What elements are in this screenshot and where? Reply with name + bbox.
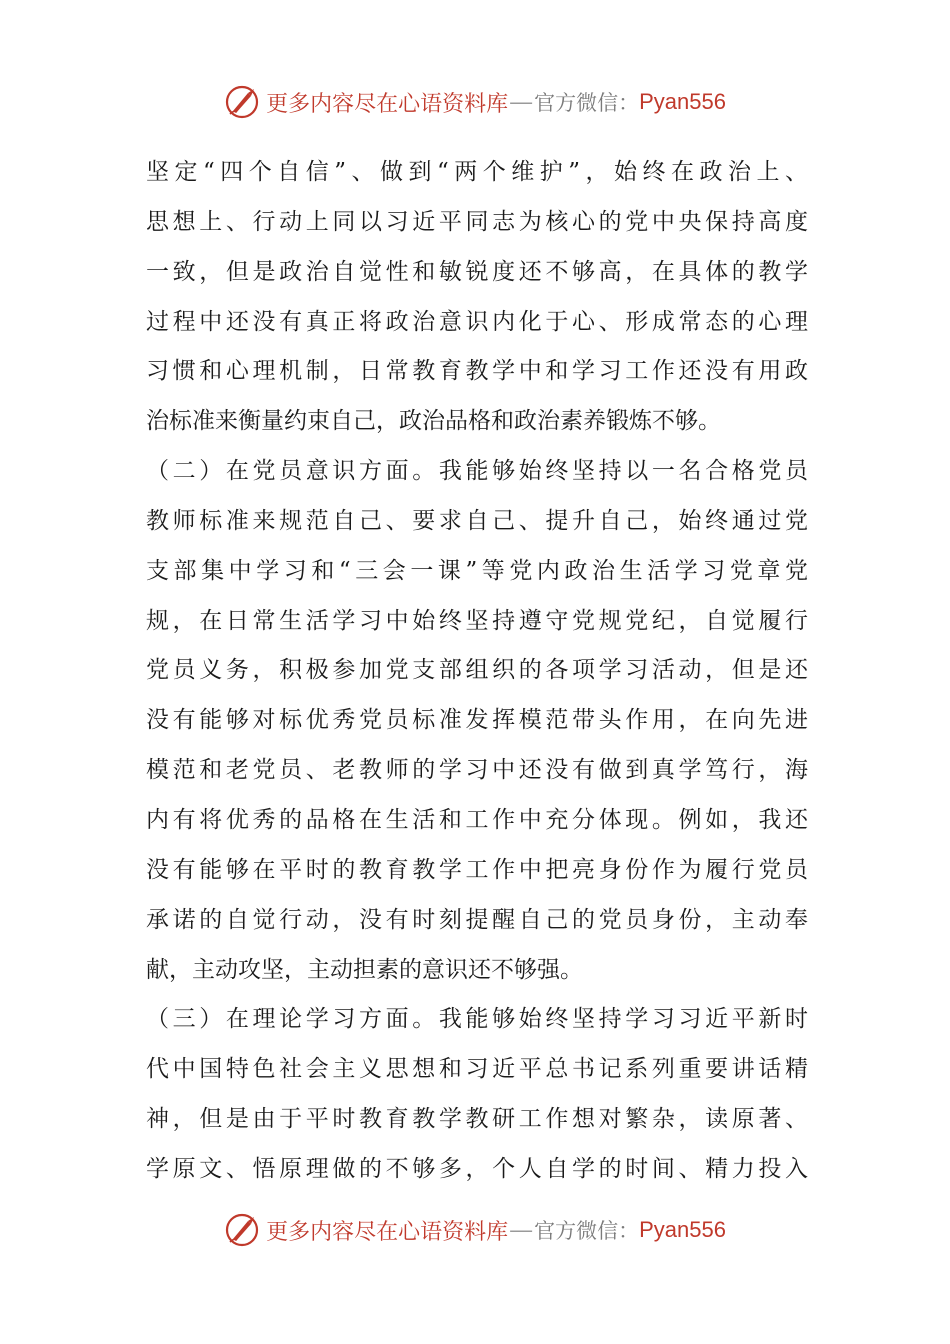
text-line: 思想上、行动上同以习近平同志为核心的党中央保持高度 [146, 208, 808, 235]
footer-banner [0, 1208, 950, 1252]
text-line: 党员义务，积极参加党支部组织的各项学习活动，但是还 [146, 657, 808, 684]
text-line: 规，在日常生活学习中始终坚持遵守党规党纪，自觉履行 [146, 607, 808, 634]
header-separator: — [510, 89, 533, 114]
text-line: 没有能够对标优秀党员标准发挥模范带头作用，在向先进 [146, 707, 808, 734]
text-line: （三）在理论学习方面。我能够始终坚持学习习近平新时 [146, 1006, 808, 1033]
header-wechat-id: Pyan556 [639, 89, 726, 114]
footer-separator: — [510, 1217, 533, 1242]
quill-pen-logo-icon [224, 1212, 260, 1248]
header-banner [0, 80, 950, 124]
text-line: 坚定“四个自信”、做到“两个维护”，始终在政治上、 [146, 159, 808, 185]
text-line: 献，主动攻坚，主动担素的意识还不够强。 [146, 956, 583, 983]
document-body [146, 148, 808, 1195]
text-line: 内有将优秀的品格在生活和工作中充分体现。例如，我还 [146, 806, 808, 833]
text-line: 承诺的自觉行动，没有时刻提醒自己的党员身份，主动奉 [146, 906, 808, 933]
text-line: 模范和老党员、老教师的学习中还没有做到真学笃行，海 [146, 757, 808, 784]
text-line: 支部集中学习和“三会一课”等党内政治生活学习党章党 [146, 557, 808, 584]
text-line: 没有能够在平时的教育教学工作中把亮身份作为履行党员 [146, 856, 808, 883]
text-line: 神，但是由于平时教育教学教研工作想对繁杂，读原著、 [146, 1106, 808, 1133]
quill-pen-logo-icon [224, 84, 260, 120]
text-line: 习惯和心理机制，日常教育教学中和学习工作还没有用政 [146, 358, 808, 385]
text-line: 代中国特色社会主义思想和习近平总书记系列重要讲话精 [146, 1056, 808, 1083]
header-wechat-label: 官方微信： [534, 91, 640, 115]
text-line: 一致，但是政治自觉性和敏锐度还不够高，在具体的教学 [146, 258, 808, 285]
text-line: 过程中还没有真正将政治意识内化于心、形成常态的心理 [146, 308, 808, 335]
footer-site-name: 更多内容尽在心语资料库 [266, 1219, 509, 1245]
footer-wechat-id: Pyan556 [639, 1217, 726, 1242]
text-line: 学原文、悟原理做的不够多，个人自学的时间、精力投入 [146, 1155, 808, 1182]
header-site-name: 更多内容尽在心语资料库 [266, 91, 509, 117]
text-line: 治标准来衡量约束自己，政治品格和政治素养锻炼不够。 [146, 408, 721, 435]
text-line: 教师标准来规范自己、要求自己、提升自己，始终通过党 [146, 507, 808, 534]
text-line: （二）在党员意识方面。我能够始终坚持以一名合格党员 [146, 458, 808, 485]
footer-wechat-label: 官方微信： [534, 1219, 640, 1243]
